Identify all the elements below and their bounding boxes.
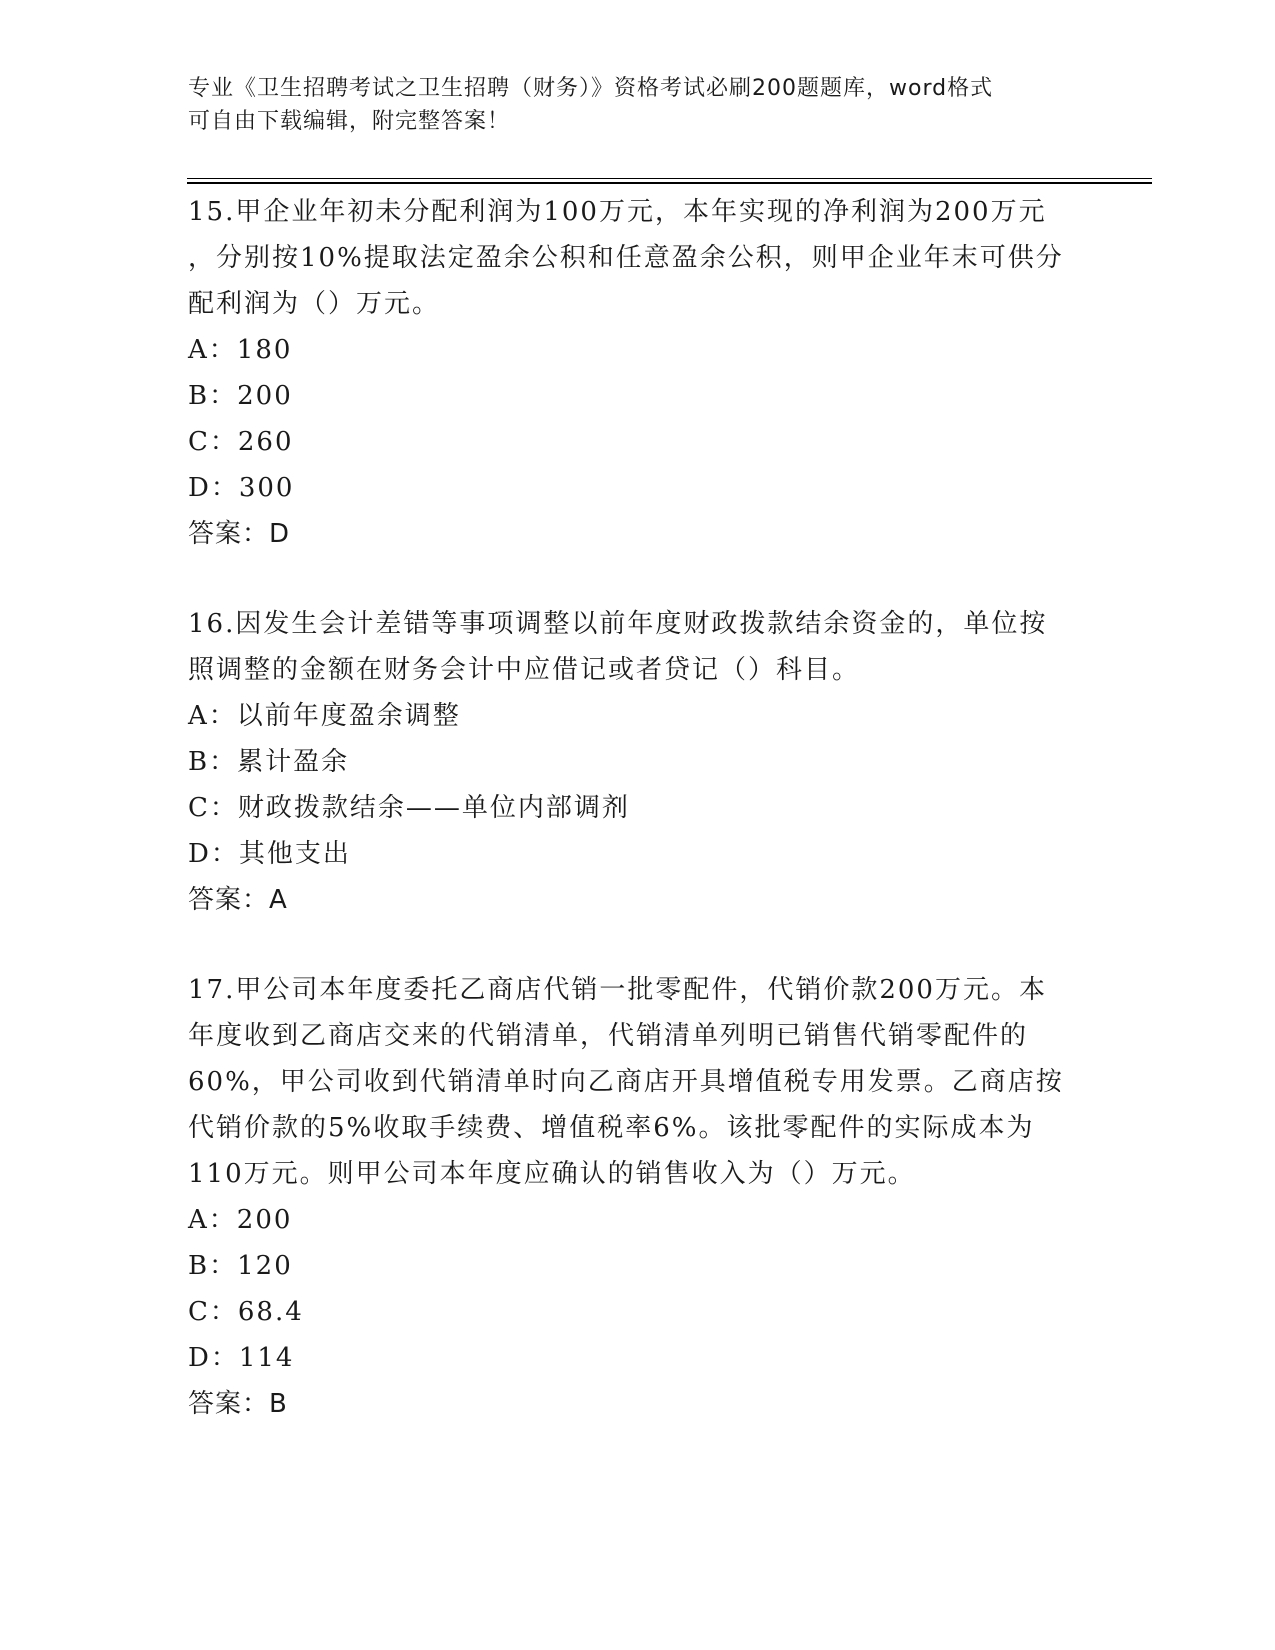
header-line-2: 可自由下载编辑，附完整答案！ xyxy=(188,109,511,134)
question-stem-line: 配利润为（）万元。 xyxy=(188,289,441,319)
question-stem-line: 年度收到乙商店交来的代销清单，代销清单列明已销售代销零配件的 xyxy=(188,1021,1029,1051)
question-stem-line: 60%，甲公司收到代销清单时向乙商店开具增值税专用发票。乙商店按 xyxy=(188,1067,1064,1097)
question-stem-line: 110万元。则甲公司本年度应确认的销售收入为（）万元。 xyxy=(188,1159,916,1189)
option-c: C：财政拨款结余——单位内部调剂 xyxy=(188,793,630,823)
header-divider-thick xyxy=(187,182,1152,184)
question-stem-line: 照调整的金额在财务会计中应借记或者贷记（）科目。 xyxy=(188,655,861,685)
answer-line: 答案：A xyxy=(188,885,288,915)
question-17 xyxy=(188,967,1088,1427)
question-16 xyxy=(188,601,1088,923)
question-stem-line: 17.甲公司本年度委托乙商店代销一批零配件，代销价款200万元。本 xyxy=(188,975,1047,1005)
option-b: B：200 xyxy=(188,381,293,411)
document-header xyxy=(188,72,1088,138)
question-stem-line: ，分别按10%提取法定盈余公积和任意盈余公积，则甲企业年末可供分 xyxy=(188,243,1064,273)
answer-line: 答案：D xyxy=(188,519,291,549)
question-stem-line: 15.甲企业年初未分配利润为100万元，本年实现的净利润为200万元 xyxy=(188,197,1047,227)
option-b: B：120 xyxy=(188,1251,293,1281)
header-line-1: 专业《卫生招聘考试之卫生招聘（财务）》资格考试必刷200题题库，word格式 xyxy=(188,76,994,101)
option-d: D：114 xyxy=(188,1343,295,1373)
option-a: A：200 xyxy=(188,1205,293,1235)
option-d: D：其他支出 xyxy=(188,839,351,869)
option-b: B：累计盈余 xyxy=(188,747,350,777)
header-divider-thin xyxy=(187,178,1152,179)
option-a: A：180 xyxy=(188,335,293,365)
question-15 xyxy=(188,189,1088,557)
question-stem-line: 16.因发生会计差错等事项调整以前年度财政拨款结余资金的，单位按 xyxy=(188,609,1048,639)
option-a: A：以前年度盈余调整 xyxy=(188,701,461,731)
option-d: D：300 xyxy=(188,473,295,503)
option-c: C：260 xyxy=(188,427,294,457)
question-stem-line: 代销价款的5%收取手续费、增值税率6%。该批零配件的实际成本为 xyxy=(188,1113,1035,1143)
option-c: C：68.4 xyxy=(188,1297,304,1327)
answer-line: 答案：B xyxy=(188,1389,288,1419)
